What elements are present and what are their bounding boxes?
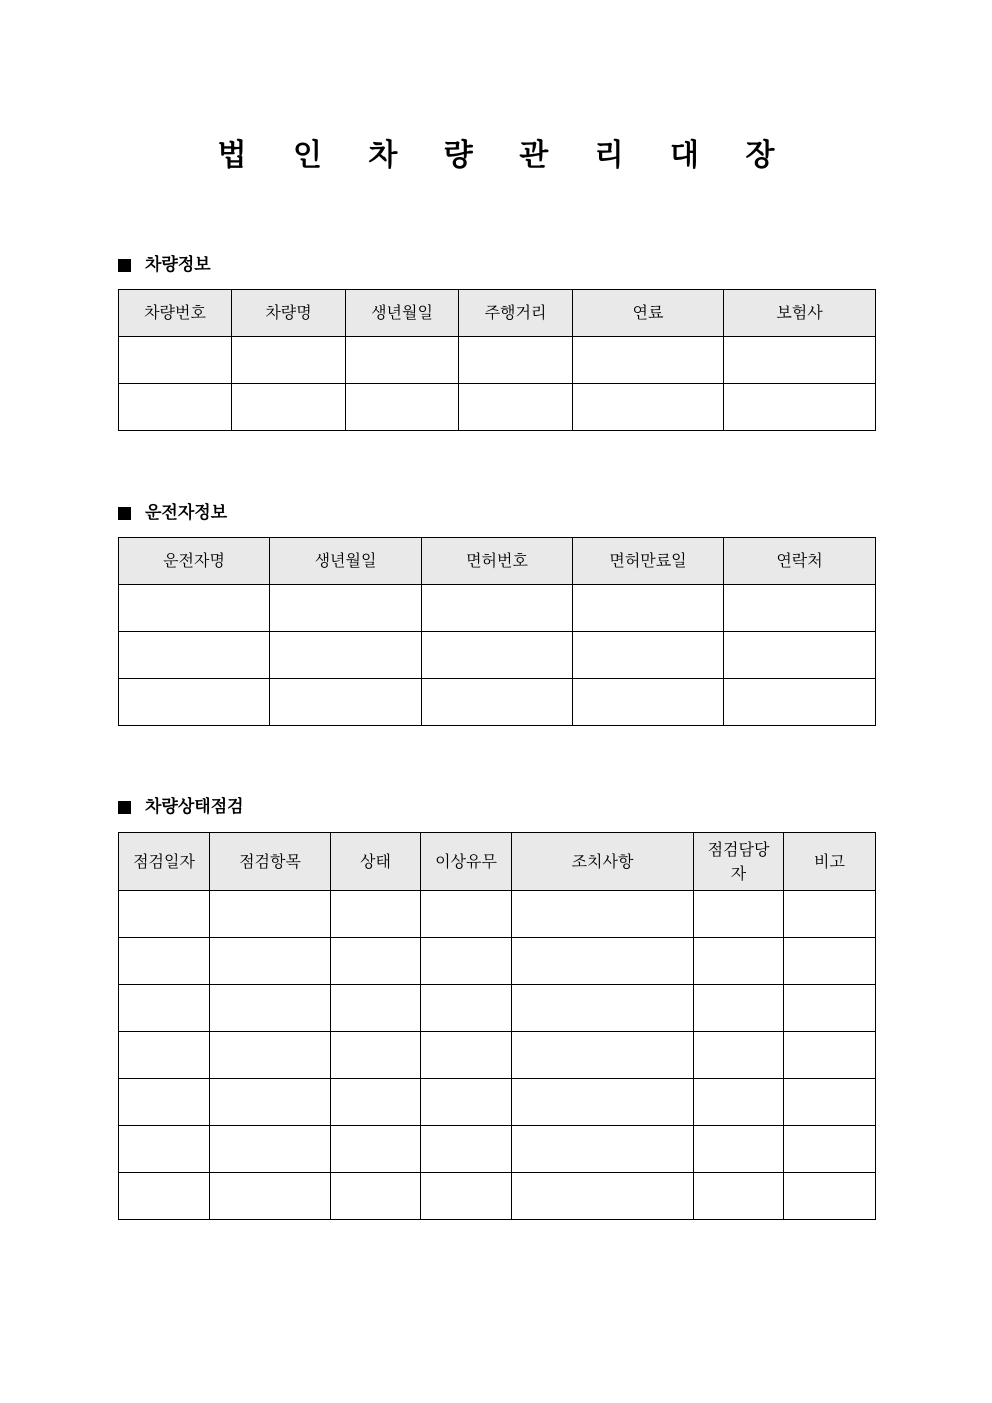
- table-cell[interactable]: [119, 337, 232, 384]
- table-cell[interactable]: [210, 985, 331, 1032]
- table-cell[interactable]: [210, 1173, 331, 1220]
- column-header: 면허만료일: [573, 538, 724, 585]
- square-bullet-icon: [118, 507, 131, 520]
- table-row: [119, 679, 876, 726]
- column-header: 상태: [331, 833, 421, 891]
- table-row: [119, 938, 876, 985]
- table-cell[interactable]: [331, 1126, 421, 1173]
- column-header: 비고: [784, 833, 876, 891]
- table-cell[interactable]: [784, 1032, 876, 1079]
- table-cell[interactable]: [346, 337, 459, 384]
- table-cell[interactable]: [784, 891, 876, 938]
- table-cell[interactable]: [573, 679, 724, 726]
- table-cell[interactable]: [694, 938, 784, 985]
- table-row: [119, 337, 876, 384]
- table-cell[interactable]: [119, 632, 270, 679]
- table-cell[interactable]: [573, 384, 724, 431]
- vehicle-info-table: [118, 289, 876, 431]
- column-header: 생년월일: [346, 290, 459, 337]
- table-cell[interactable]: [210, 1032, 331, 1079]
- table-cell[interactable]: [119, 1079, 210, 1126]
- table-cell[interactable]: [232, 337, 346, 384]
- column-header: 점검항목: [210, 833, 331, 891]
- table-cell[interactable]: [210, 938, 331, 985]
- table-cell[interactable]: [331, 938, 421, 985]
- table-row: [119, 632, 876, 679]
- table-cell[interactable]: [512, 1079, 694, 1126]
- table-cell[interactable]: [270, 679, 422, 726]
- table-row: [119, 1126, 876, 1173]
- table-cell[interactable]: [119, 938, 210, 985]
- table-cell[interactable]: [421, 1032, 512, 1079]
- section-heading-inspection-label: 차량상태점검: [145, 797, 244, 817]
- table-cell[interactable]: [422, 585, 573, 632]
- table-cell[interactable]: [573, 337, 724, 384]
- section-heading-driver: [118, 501, 227, 525]
- table-cell[interactable]: [459, 337, 573, 384]
- vehicle-inspection-table: [118, 832, 876, 1220]
- table-cell[interactable]: [784, 1126, 876, 1173]
- table-cell[interactable]: [331, 985, 421, 1032]
- table-row: [119, 1173, 876, 1220]
- table-cell[interactable]: [784, 1173, 876, 1220]
- table-cell[interactable]: [694, 1126, 784, 1173]
- column-header: 생년월일: [270, 538, 422, 585]
- table-cell[interactable]: [331, 1079, 421, 1126]
- table-row: [119, 585, 876, 632]
- column-header: 운전자명: [119, 538, 270, 585]
- table-cell[interactable]: [119, 384, 232, 431]
- document-title: 법 인 차 량 관 리 대 장: [217, 138, 793, 173]
- table-cell[interactable]: [573, 585, 724, 632]
- table-cell[interactable]: [232, 384, 346, 431]
- column-header: 점검일자: [119, 833, 210, 891]
- table-cell[interactable]: [724, 679, 876, 726]
- table-cell[interactable]: [422, 632, 573, 679]
- table-cell[interactable]: [270, 585, 422, 632]
- table-cell[interactable]: [724, 384, 876, 431]
- square-bullet-icon: [118, 801, 131, 814]
- table-cell[interactable]: [210, 1079, 331, 1126]
- table-cell[interactable]: [421, 1079, 512, 1126]
- column-header: 보험사: [724, 290, 876, 337]
- table-cell[interactable]: [422, 679, 573, 726]
- table-cell[interactable]: [119, 985, 210, 1032]
- table-cell[interactable]: [421, 891, 512, 938]
- table-row: [119, 1032, 876, 1079]
- column-header: 연락처: [724, 538, 876, 585]
- column-header: 면허번호: [422, 538, 573, 585]
- table-cell[interactable]: [784, 938, 876, 985]
- table-cell[interactable]: [784, 1079, 876, 1126]
- table-cell[interactable]: [119, 1173, 210, 1220]
- table-cell[interactable]: [331, 891, 421, 938]
- table-row: [119, 1079, 876, 1126]
- table-cell[interactable]: [784, 985, 876, 1032]
- table-cell[interactable]: [512, 938, 694, 985]
- table-cell[interactable]: [210, 891, 331, 938]
- table-cell[interactable]: [459, 384, 573, 431]
- table-cell[interactable]: [724, 337, 876, 384]
- table-cell[interactable]: [694, 1079, 784, 1126]
- table-header-row: [119, 538, 876, 585]
- table-cell[interactable]: [694, 891, 784, 938]
- column-header: 연료: [573, 290, 724, 337]
- section-heading-inspection: [118, 795, 244, 819]
- driver-info-table: [118, 537, 876, 726]
- table-cell[interactable]: [512, 1032, 694, 1079]
- column-header: 주행거리: [459, 290, 573, 337]
- table-cell[interactable]: [512, 891, 694, 938]
- table-cell[interactable]: [421, 1173, 512, 1220]
- table-row: [119, 985, 876, 1032]
- table-cell[interactable]: [119, 679, 270, 726]
- table-cell[interactable]: [210, 1126, 331, 1173]
- column-header: 이상유무: [421, 833, 512, 891]
- table-cell[interactable]: [270, 632, 422, 679]
- table-cell[interactable]: [694, 1173, 784, 1220]
- table-header-row: [119, 290, 876, 337]
- section-heading-vehicle-label: 차량정보: [145, 255, 211, 275]
- table-cell[interactable]: [119, 1032, 210, 1079]
- table-cell[interactable]: [119, 585, 270, 632]
- square-bullet-icon: [118, 259, 131, 272]
- column-header: 차량번호: [119, 290, 232, 337]
- table-cell[interactable]: [724, 632, 876, 679]
- table-row: [119, 384, 876, 431]
- table-cell[interactable]: [512, 985, 694, 1032]
- table-cell[interactable]: [694, 1032, 784, 1079]
- table-cell[interactable]: [694, 985, 784, 1032]
- table-cell[interactable]: [512, 1173, 694, 1220]
- table-cell[interactable]: [421, 1126, 512, 1173]
- table-cell[interactable]: [119, 1126, 210, 1173]
- table-cell[interactable]: [331, 1173, 421, 1220]
- table-cell[interactable]: [421, 985, 512, 1032]
- column-header: 조치사항: [512, 833, 694, 891]
- table-row: [119, 891, 876, 938]
- table-cell[interactable]: [724, 585, 876, 632]
- column-header: 차량명: [232, 290, 346, 337]
- table-cell[interactable]: [331, 1032, 421, 1079]
- table-cell[interactable]: [421, 938, 512, 985]
- table-cell[interactable]: [346, 384, 459, 431]
- table-cell[interactable]: [119, 891, 210, 938]
- column-header: 점검담당자: [694, 833, 784, 891]
- table-cell[interactable]: [512, 1126, 694, 1173]
- section-heading-vehicle: [118, 253, 211, 277]
- section-heading-driver-label: 운전자정보: [145, 503, 228, 523]
- table-cell[interactable]: [573, 632, 724, 679]
- table-header-row: [119, 833, 876, 891]
